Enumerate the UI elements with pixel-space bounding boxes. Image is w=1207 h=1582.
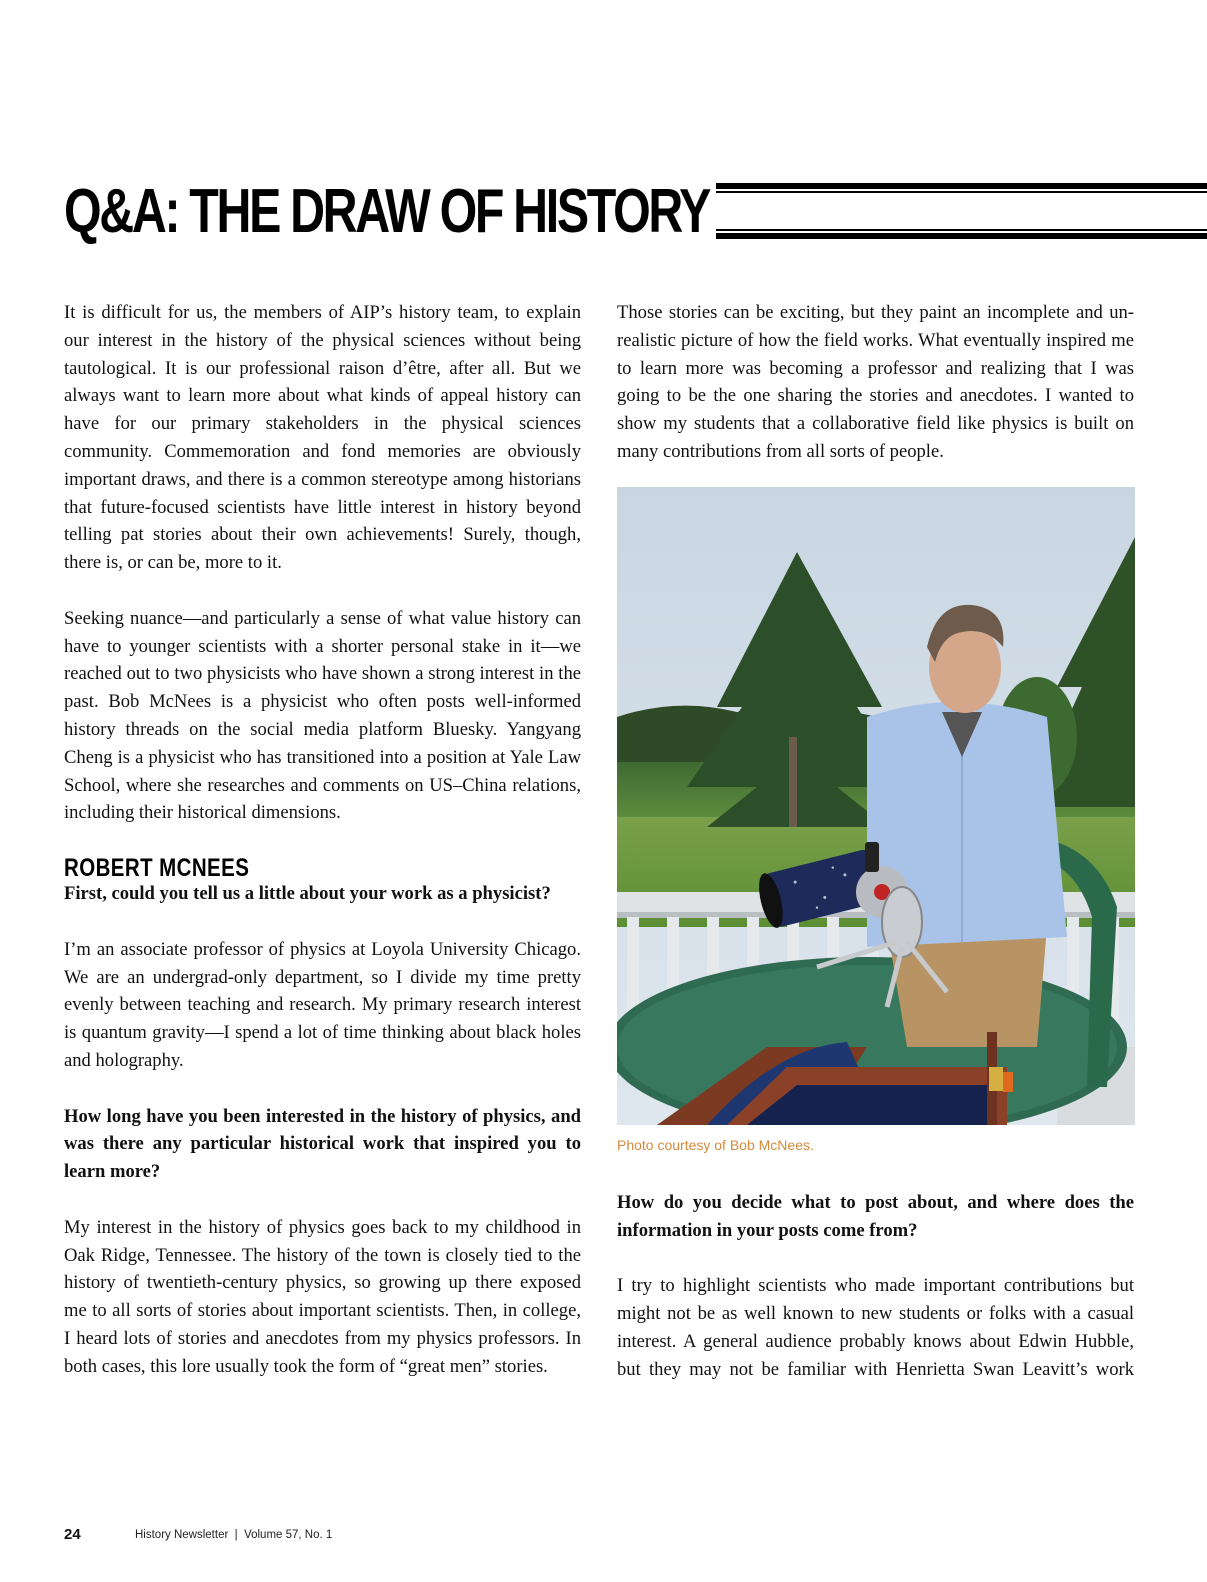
speaker-heading: ROBERT MCNEES <box>64 854 250 883</box>
question: How do you decide what to post about, and where does the information in your posts come from? <box>617 1192 1134 1241</box>
intro-paragraph: Seeking nuance—and particularly a sense of what value history can have to younger scientists with a shorter personal stake in it—we reached out to two physicists who have shown a strong interest in the past. Bob McNees is a physicist who often posts well-informed history threads on the social media platform Bluesky. Yangyang Cheng is a physicist who has transitioned into a position at Yale Law School, where she researches and comments on US–China relations, including their historical dimensions. <box>64 607 581 824</box>
answer: I’m an associate professor of physics at Loyola University Chicago. We are an undergrad-only department, so I divide my time pretty evenly between teaching and research. My primary research interest is quantum gravity—I spend a lot of time thinking about black holes and holography. <box>64 938 581 1071</box>
title-rule-thin-bottom <box>716 229 1207 231</box>
page-title: Q&A: THE DRAW OF HISTORY <box>64 177 710 246</box>
right-column <box>617 299 1134 466</box>
answer: My interest in the history of physics goes back to my childhood in Oak Ridge, Tennessee. The history of the town is closely tied to the history of twentieth-century physics, so growing up there exposed me to all sorts of stories about important scientists. Then, in college, I heard lots of stories and anecdotes from my physics professors. In both cases, this lore usually took the form of “great men” stories. <box>64 1216 581 1377</box>
question: How long have you been interested in the history of physics, and was there any particular historical work that inspired you to learn more? <box>64 1105 581 1183</box>
right-column-lower <box>617 1189 1134 1384</box>
title-rule-thick-bottom <box>716 233 1207 239</box>
publication-info: History Newsletter | Volume 57, No. 1 <box>135 1529 333 1541</box>
question: First, could you tell us a little about your work as a physicist? <box>64 883 551 905</box>
left-column <box>64 299 581 1380</box>
photo-illustration <box>617 487 1135 1125</box>
answer: I try to highlight scientists who made important contributions but might not be as well known to new students or folks with a casual interest. A general audience probably knows about Edwin Hubble, but they may not be familiar with Henrietta Swan Leavitt’s work <box>617 1275 1134 1380</box>
photo-caption: Photo courtesy of Bob McNees. <box>617 1137 814 1153</box>
photo <box>617 487 1135 1125</box>
title-rule-thin-top <box>716 191 1207 193</box>
answer-continued: Those stories can be exciting, but they paint an incomplete and unrealistic picture of how the field works. What eventually inspired me to learn more was becoming a professor and realizing that I was going to be the one sharing the stories and anecdotes. I wanted to show my students that a collaborative field like physics is built on many contributions from all sorts of people. <box>617 302 1134 462</box>
title-rule-thick-top <box>716 183 1207 189</box>
page-number: 24 <box>64 1526 81 1543</box>
intro-paragraph: It is difficult for us, the members of AIP’s history team, to explain our interest in the history of the physical sciences without being tautological. It is our professional raison d’être, after all. But we always want to learn more about what kinds of appeal history can have for our primary stakeholders in the physical sciences community. Commemoration and fond memories are obviously important draws, and there is a common stereotype among historians that future-focused scientists have little interest in history beyond telling pat stories about their own achievements! Surely, though, there is, or can be, more to it. <box>64 302 581 574</box>
